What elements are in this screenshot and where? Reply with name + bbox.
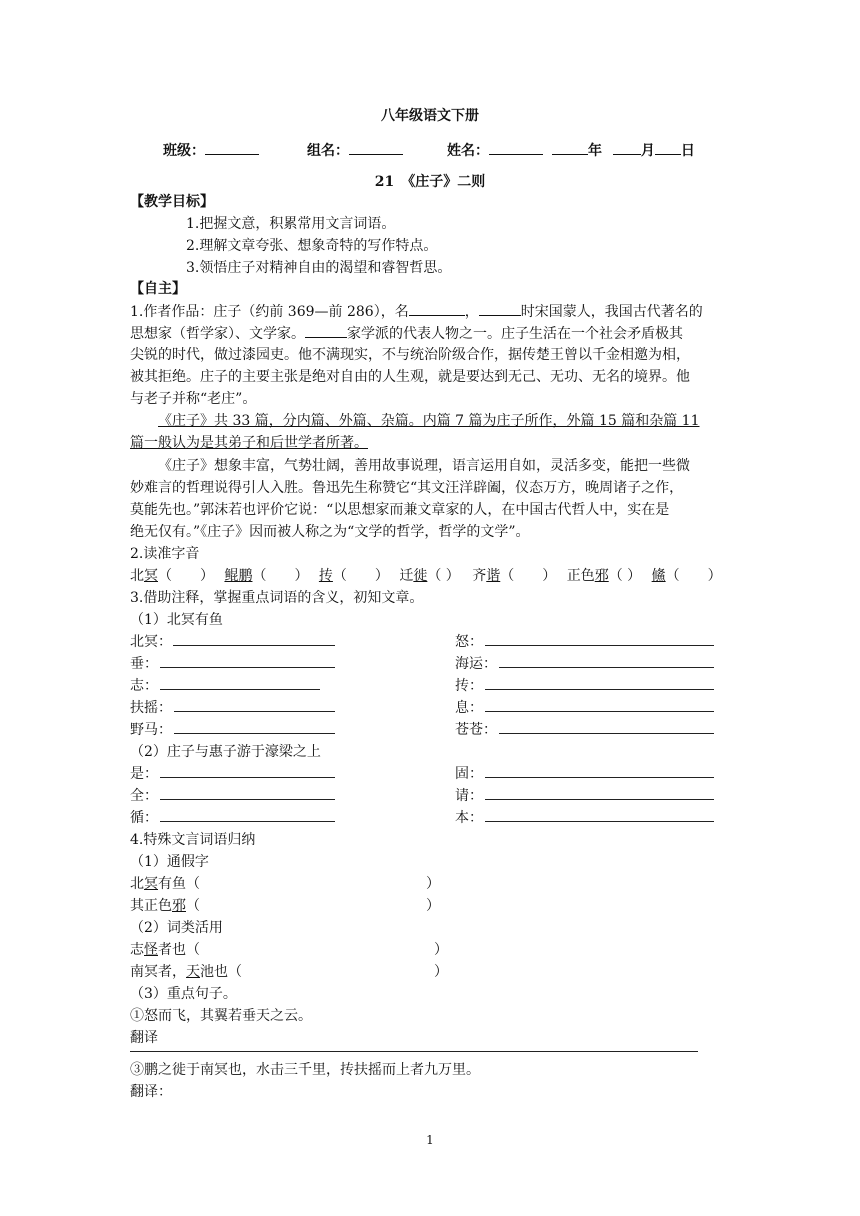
vocab-left-item[interactable]: 北冥：	[130, 634, 172, 650]
class-label: 班级：	[163, 143, 205, 159]
vocab-right-item[interactable]: 请：	[455, 788, 483, 804]
vocab-right-item[interactable]: 息：	[455, 700, 483, 716]
group-label: 组名：	[307, 143, 349, 159]
goal-item: 3.领悟庄子对精神自由的渴望和睿智哲思。	[186, 260, 452, 276]
answer-line[interactable]	[499, 733, 714, 734]
vocab-left-item[interactable]: 全：	[130, 788, 158, 804]
huoyong-item-2[interactable]: 南冥者，天池也（	[130, 964, 242, 980]
pron-item[interactable]: 北冥（ ）	[130, 568, 214, 584]
answer-line[interactable]	[499, 667, 714, 668]
name-label: 姓名：	[447, 143, 489, 159]
tongjia-item-1[interactable]: 北冥有鱼（	[130, 876, 200, 892]
works-line-1: 《庄子》共 33 篇，分内篇、外篇、杂篇。内篇 7 篇为庄子所作，外篇 15 篇和杂篇 11	[158, 413, 700, 429]
answer-line[interactable]	[485, 821, 714, 822]
pronunciation-heading: 2.读准字音	[130, 546, 200, 562]
vocab-right-item[interactable]: 本：	[455, 810, 483, 826]
pron-item[interactable]: 迁徙（ ）	[399, 568, 460, 584]
vocab-left-item[interactable]: 循：	[130, 810, 158, 826]
date-field[interactable]	[552, 140, 695, 161]
special-heading: 4.特殊文言词语归纳	[130, 832, 256, 848]
answer-line[interactable]	[485, 711, 714, 712]
author-line-4: 被其拒绝。庄子的主要主张是绝对自由的人生观，就是要达到无己、无功、无名的境界。他	[130, 369, 690, 385]
tongjia-item-2[interactable]: 其正色邪（	[130, 898, 200, 914]
group-field[interactable]	[307, 140, 403, 161]
answer-line[interactable]	[485, 799, 714, 800]
school-blank[interactable]	[305, 323, 347, 338]
vocab-sub-1: （1）北冥有鱼	[130, 612, 223, 628]
lesson-title: 21 《庄子》二则	[374, 174, 486, 190]
pron-item[interactable]: 鲲鹏（ ）	[224, 568, 309, 584]
vocab-right-item[interactable]: 海运：	[455, 656, 497, 672]
pron-item[interactable]: 鯈（ ）	[651, 568, 722, 584]
day-label: 日	[680, 143, 695, 159]
close-paren: ）	[426, 876, 440, 892]
vocab-left-item[interactable]: 野马：	[130, 722, 172, 738]
day-blank[interactable]	[655, 140, 681, 155]
answer-line[interactable]	[485, 689, 714, 690]
special-sub-1: （1）通假字	[130, 854, 209, 870]
eval-line-4: 绝无仅有。”《庄子》因而被人称之为“文学的哲学，哲学的文学”。	[130, 524, 530, 540]
vocab-left-item[interactable]: 扶摇：	[130, 700, 172, 716]
goal-item: 1.把握文意，积累常用文言词语。	[186, 216, 396, 232]
author-name-blank[interactable]	[409, 301, 465, 316]
sentence-1: ①怒而飞，其翼若垂天之云。	[130, 1008, 312, 1024]
answer-line[interactable]	[174, 711, 335, 712]
close-paren: ）	[434, 942, 448, 958]
special-sub-2: （2）词类活用	[130, 920, 223, 936]
author-line-1: 1.作者作品：庄子（约前 369—前 286），名 ， 时宋国蒙人，我国古代著名的	[130, 301, 703, 322]
vocab-right-item[interactable]: 抟：	[455, 678, 483, 694]
name-blank[interactable]	[489, 140, 543, 155]
huoyong-item-1[interactable]: 志怪者也（	[130, 942, 200, 958]
answer-line[interactable]	[160, 821, 335, 822]
year-label: 年	[588, 143, 602, 159]
author-line-5: 与老子并称“老庄”。	[130, 391, 257, 407]
month-label: 月	[640, 143, 655, 159]
answer-line[interactable]	[485, 777, 714, 778]
answer-line[interactable]	[160, 689, 320, 690]
group-blank[interactable]	[349, 140, 403, 155]
vocab-right-item[interactable]: 固：	[455, 766, 483, 782]
year-blank[interactable]	[552, 140, 588, 155]
translation-line[interactable]	[130, 1051, 698, 1052]
class-blank[interactable]	[205, 140, 259, 155]
pron-item[interactable]: 抟（ ）	[318, 568, 389, 584]
page-title: 八年级语文下册	[381, 108, 479, 124]
eval-line-1: 《庄子》想象丰富，气势壮阔，善用故事说理，语言运用自如，灵活多变，能把一些微	[158, 458, 690, 474]
close-paren: ）	[434, 964, 448, 980]
translate-label-3: 翻译：	[130, 1084, 172, 1100]
pron-item[interactable]: 齐谐（ ）	[472, 568, 557, 584]
translate-label-1: 翻译	[130, 1030, 158, 1046]
answer-line[interactable]	[160, 777, 335, 778]
author-line-3: 尖锐的时代，做过漆园吏。他不满现实，不与统治阶级合作，据传楚王曾以千金相邀为相，	[130, 347, 690, 363]
sentence-3: ③鹏之徙于南冥也，水击三千里，抟扶摇而上者九万里。	[130, 1062, 480, 1078]
eval-line-3: 莫能先也。”郭沫若也评价它说：“以思想家而兼文章家的人，在中国古代哲人中，实在是	[130, 502, 670, 518]
pron-item[interactable]: 正色邪（ ）	[566, 568, 642, 584]
vocab-left-item[interactable]: 垂：	[130, 656, 158, 672]
special-sub-3: （3）重点句子。	[130, 986, 237, 1002]
vocab-sub-2: （2）庄子与惠子游于濠梁之上	[130, 744, 321, 760]
author-line-2: 思想家（哲学家）、文学家。 家学派的代表人物之一。庄子生活在一个社会矛盾极其	[130, 323, 683, 344]
class-field[interactable]	[163, 140, 259, 161]
answer-line[interactable]	[173, 645, 335, 646]
pronunciation-row	[130, 566, 722, 586]
answer-line[interactable]	[160, 799, 335, 800]
vocab-heading: 3.借助注释，掌握重点词语的含义，初知文章。	[130, 590, 424, 606]
name-field[interactable]	[447, 140, 543, 161]
answer-line[interactable]	[174, 733, 335, 734]
close-paren: ）	[426, 898, 440, 914]
goal-item: 2.理解文章夸张、想象奇特的写作特点。	[186, 238, 438, 254]
answer-line[interactable]	[485, 645, 714, 646]
vocab-left-item[interactable]: 志：	[130, 678, 158, 694]
answer-line[interactable]	[160, 667, 335, 668]
works-line-2: 篇一般认为是其弟子和后世学者所著。	[130, 435, 368, 451]
vocab-left-item[interactable]: 是：	[130, 766, 158, 782]
goals-heading: 【教学目标】	[130, 194, 214, 210]
self-study-heading: 【自主】	[130, 281, 186, 297]
month-blank[interactable]	[613, 140, 641, 155]
vocab-right-item[interactable]: 怒：	[455, 634, 483, 650]
page-number: 1	[426, 1133, 434, 1147]
eval-line-2: 妙难言的哲理说得引人入胜。鲁迅先生称赞它“其文汪洋辟阖，仪态万方，晚周诸子之作，	[130, 480, 684, 496]
vocab-right-item[interactable]: 苍苍：	[455, 722, 497, 738]
author-zi-blank[interactable]	[479, 301, 521, 316]
